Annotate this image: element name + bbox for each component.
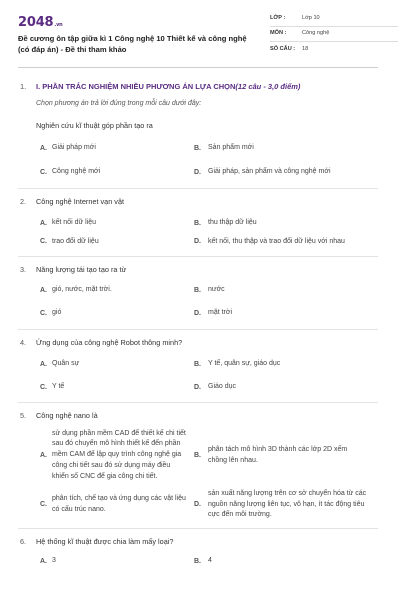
option-b[interactable]: B. thu thập dữ liệu [194,218,257,227]
meta-value: 18 [302,45,309,52]
question-text: Công nghệ nano là [36,410,98,420]
option-d[interactable]: D. sản xuất năng lượng trên cơ sở chuyển hóa từ các nguồn năng lượng liên tục, vô hạn, ít tác động tiêu cực đến môi trường. [194,489,367,519]
question-text: Hệ thống kĩ thuật được chia làm mấy loại? [36,537,174,547]
meta-value: Lớp 10 [302,15,320,22]
option-a[interactable]: A. kết nối dữ liệu [40,218,96,227]
option-a[interactable]: A. Giải pháp mới [40,144,96,153]
question-stem [18,197,378,207]
option-c[interactable]: C. phân tích, chế tạo và ứng dụng các vật liệu có cấu trúc nano. [40,495,186,514]
options-grid [18,556,378,567]
question-stem [18,338,378,348]
meta-value: Công nghệ [302,30,330,37]
option-d[interactable]: D. Giáo dục [194,382,237,391]
option-d[interactable]: D. mặt trời [194,309,233,318]
question-text: Ứng dụng của công nghệ Robot thông minh? [36,338,183,348]
option-b[interactable]: B. 4 [194,557,212,565]
site-logo[interactable]: 2048.vn [18,15,63,30]
option-b[interactable]: B. Y tế, quân sự, giáo dục [194,360,281,368]
options-grid [18,218,378,248]
option-a[interactable]: A. sử dụng phần mềm CAD để thiết kế chi tiết sau đó chuyển mô hình thiết kế đến phần mềm CAM để lập quy trình công nghệ gia công chi tiết sau đó sử dụng máy điều khiển số CNC để gia công chi tiết. [40,429,186,480]
question-2 [18,189,378,248]
option-c[interactable]: C. Y tế [40,382,65,391]
meta-label: MÔN : [270,30,287,37]
document-title: Đề cương ôn tập giữa kì 1 Công nghệ 10 Thiết kế và công nghệ (có đáp án) - Đề thi tham khảo [18,34,247,54]
option-a[interactable]: A. 3 [40,557,56,565]
question-stem [18,265,378,275]
document-header [18,0,378,68]
question-number: 4. [20,338,27,348]
section-number: 1. [20,82,27,91]
section-title: I. PHẦN TRẮC NGHIỆM NHIỀU PHƯƠNG ÁN LỰA CHỌN [36,82,236,91]
meta-label: SỐ CÂU : [270,45,296,52]
option-c[interactable]: C. gió [40,309,62,318]
question-number [18,121,36,131]
document-content [18,68,378,567]
section-instruction: Chọn phương án trả lời đúng trong mỗi câu dưới đây: [36,100,202,108]
question-5 [18,403,378,522]
meta-row-count [270,42,398,57]
question-6 [18,529,378,567]
options-grid [18,285,378,319]
question-3 [18,257,378,320]
question-4 [18,330,378,393]
question-text: Nghiên cứu kĩ thuật góp phần tạo ra [36,120,153,130]
section-heading [20,82,378,92]
option-c[interactable]: C. trao đổi dữ liệu [40,237,99,246]
options-grid [18,359,378,393]
meta-row-subject [270,27,398,42]
option-b[interactable]: B. phân tách mô hình 3D thành các lớp 2D xếm chồng lên nhau. [194,445,348,464]
question-number: 2. [20,197,27,207]
question-number: 5. [20,410,27,420]
question-number: 3. [20,264,27,274]
options-grid [18,143,378,178]
question-stem [18,411,378,421]
option-d[interactable]: D. kết nối, thu thập và trao đổi dữ liệu với nhau [194,237,345,246]
question-stem [18,121,378,131]
meta-label: LỚP : [270,15,286,22]
question-1 [18,109,378,179]
question-stem [18,537,378,547]
option-d[interactable]: D. Giải pháp, sản phẩm và công nghệ mới [194,168,331,176]
section-subtitle: (12 câu - 3,0 điểm) [235,82,301,91]
question-text: Công nghệ Internet vạn vật [36,197,125,207]
option-a[interactable]: A. Quân sự [40,360,80,368]
meta-row-class [270,12,398,27]
question-number: 6. [20,537,27,547]
option-a[interactable]: A. gió, nước, mặt trời. [40,286,112,295]
meta-table [270,12,398,57]
option-c[interactable]: C. Công nghệ mới [40,168,101,176]
question-text: Năng lượng tái tạo tạo ra từ [36,264,127,274]
option-b[interactable]: B. Sản phẩm mới [194,144,254,153]
options-grid [18,429,378,522]
option-b[interactable]: B. nước [194,286,225,295]
